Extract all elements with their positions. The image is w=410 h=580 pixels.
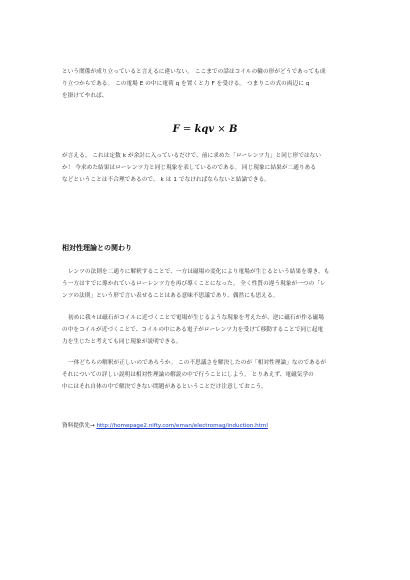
paragraph-line: などということは不合理であるので、 k は 1 でなければならないと結論できる。 xyxy=(62,177,270,184)
lorentz-force-formula xyxy=(0,124,410,135)
formula-last: B xyxy=(228,124,238,135)
paragraph-2 xyxy=(62,150,358,187)
formula-rhs: kqv xyxy=(194,124,215,135)
paragraph-line: の中をコイルが近づくことで、コイルの中にある電子がローレンツ力を受けて移動することで同じ起電 xyxy=(62,327,324,334)
paragraph-3 xyxy=(62,266,358,303)
paragraph-line: 初めに我々は磁石がコイルに近づくことで電場が生じるような現象を考えたが、逆に磁石が作る磁場 xyxy=(68,315,325,321)
formula-times: × xyxy=(214,124,229,135)
paragraph-line: ンツの法則」という形で言い表せることはある意味不思議であり、偶然にも思える。 xyxy=(62,293,279,300)
paragraph-line: を掛けてやれば、 xyxy=(62,93,108,100)
source-credit xyxy=(62,421,268,429)
paragraph-line: という関係が成り立っていると言えるに違いない。 ここまでの話はコイルの輪の形がどうであっても成 xyxy=(62,69,326,75)
section-heading: 相対性理論との関わり xyxy=(62,244,132,252)
paragraph-line: レンツの法則を二通りに解釈することで、一方は磁場の変化により電場が生じるという結果を導き、も xyxy=(68,269,330,275)
paragraph-line: 一体どちらの解釈が正しいのであろうか。 この不思議さを解決したのが「相対性理論」なのであるが xyxy=(68,360,327,366)
paragraph-line: う一方はすでに導かれているローレンツ力を再び導くことになった。 全く性質の違う現象が一つの「レ xyxy=(62,281,326,288)
formula-equals: = xyxy=(179,124,195,135)
paragraph-line: 中にはそれ自体の中で解決できない問題があるということだけ注意しておこう。 xyxy=(62,384,267,391)
paragraph-line: が言える。 これは定数 k が余計に入っているだけで、前に求めた「ローレンツ力」と同じ形ではない xyxy=(62,153,322,159)
paragraph-4 xyxy=(62,312,358,349)
paragraph-line: それについての詳しい説明は相対性理論の解説の中で行うことにしよう。 とりあえず、電磁気学の xyxy=(62,372,314,379)
paragraph-5 xyxy=(62,357,358,394)
source-link[interactable]: http://homepage2.nifty.com/eman/electromag/induction.html xyxy=(96,423,268,429)
paragraph-1 xyxy=(62,66,358,103)
paragraph-line: り立つからである。 この電場 E の中に電荷 q を置くと力 F を受ける。 つまりこの式の両辺に q xyxy=(62,81,310,88)
source-label: 資料提供先→ xyxy=(62,423,97,429)
paragraph-line: 力を生じたと考えても同じ現象が説明できる。 xyxy=(62,339,182,346)
formula-lhs: F xyxy=(172,124,180,135)
paragraph-line: か！ 今求めた結果はローレンツ力と同じ現象を表しているのである。 同じ現象に結果が二通りある xyxy=(62,165,317,172)
